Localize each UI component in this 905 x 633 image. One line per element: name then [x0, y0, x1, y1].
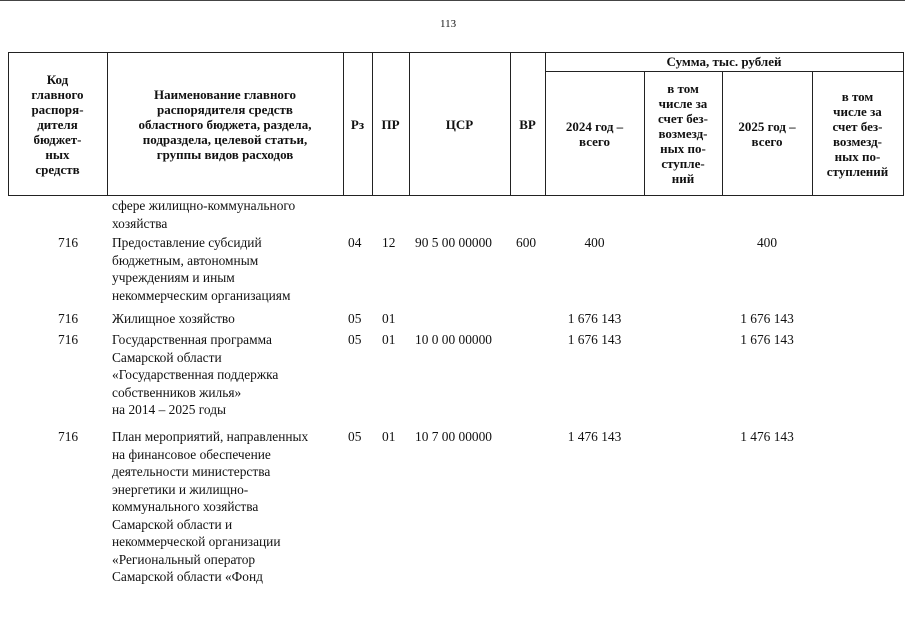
row-name: Предоставление субсидий бюджетным, автономным учреждениям и иным некоммерческим организациям: [112, 235, 291, 303]
row-pr: 01: [382, 311, 396, 326]
row-code: 716: [58, 235, 79, 250]
row-csr: 90 5 00 00000: [415, 235, 492, 250]
row-rz: 05: [348, 429, 362, 444]
row-sum-2024: 400: [584, 235, 605, 250]
header-csr: ЦСР: [445, 116, 474, 132]
header-vr: ВР: [519, 116, 536, 132]
header-2024-free: в том числе за счет без- возмезд- ных по- ступле- ний: [658, 81, 708, 186]
row-csr: 10 7 00 00000: [415, 429, 492, 444]
row-code: 716: [58, 429, 79, 444]
header-2024-total: 2024 год – всего: [565, 118, 624, 149]
row-sum-2024: 1 676 143: [567, 332, 622, 347]
header-2025-total: 2025 год – всего: [738, 118, 796, 149]
row-sum-2025: 1 676 143: [740, 332, 794, 347]
row-pr: 12: [382, 235, 396, 250]
row-sum-2024: 1 476 143: [567, 429, 622, 444]
row-pr: 01: [382, 332, 396, 347]
row-name: сфере жилищно-коммунального хозяйства: [112, 198, 296, 231]
row-code: 716: [58, 332, 79, 347]
row-rz: 05: [348, 332, 362, 347]
row-sum-2025: 1 676 143: [740, 311, 794, 326]
page-top-edge: [0, 0, 905, 1]
header-sum: Сумма, тыс. рублей: [666, 54, 782, 69]
row-vr: 600: [516, 235, 537, 250]
row-sum-2024: 1 676 143: [567, 311, 622, 326]
row-rz: 04: [348, 235, 362, 250]
row-pr: 01: [382, 429, 396, 444]
row-name: Государственная программа Самарской области «Государственная поддержка собственников жилья» на 2014 – 2025 годы: [112, 332, 279, 417]
row-code: 716: [58, 311, 79, 326]
table-header: [8, 52, 905, 196]
row-name: План мероприятий, направленных на финансовое обеспечение деятельности министерства энергетики и жилищно- коммунального хозяйства Самарской области и некоммерческой организации «Региональный оператор Самарской области «Фонд: [112, 429, 309, 584]
row-csr: 10 0 00 00000: [415, 332, 492, 347]
row-rz: 05: [348, 311, 362, 326]
page-number: 113: [440, 18, 457, 30]
header-pr: ПР: [381, 116, 400, 132]
header-2025-free: в том числе за счет без- возмезд- ных по- ступлений: [826, 88, 889, 179]
header-name: Наименование главного распорядителя средств областного бюджета, раздела, подраздела, целевой статьи, группы видов расходов: [138, 86, 312, 162]
header-rz: Рз: [350, 116, 365, 132]
header-code: Код главного распоря- дителя бюджет- ных средств: [31, 71, 84, 177]
row-name: Жилищное хозяйство: [112, 311, 235, 326]
row-sum-2025: 400: [756, 235, 778, 250]
row-sum-2025: 1 476 143: [740, 429, 794, 444]
